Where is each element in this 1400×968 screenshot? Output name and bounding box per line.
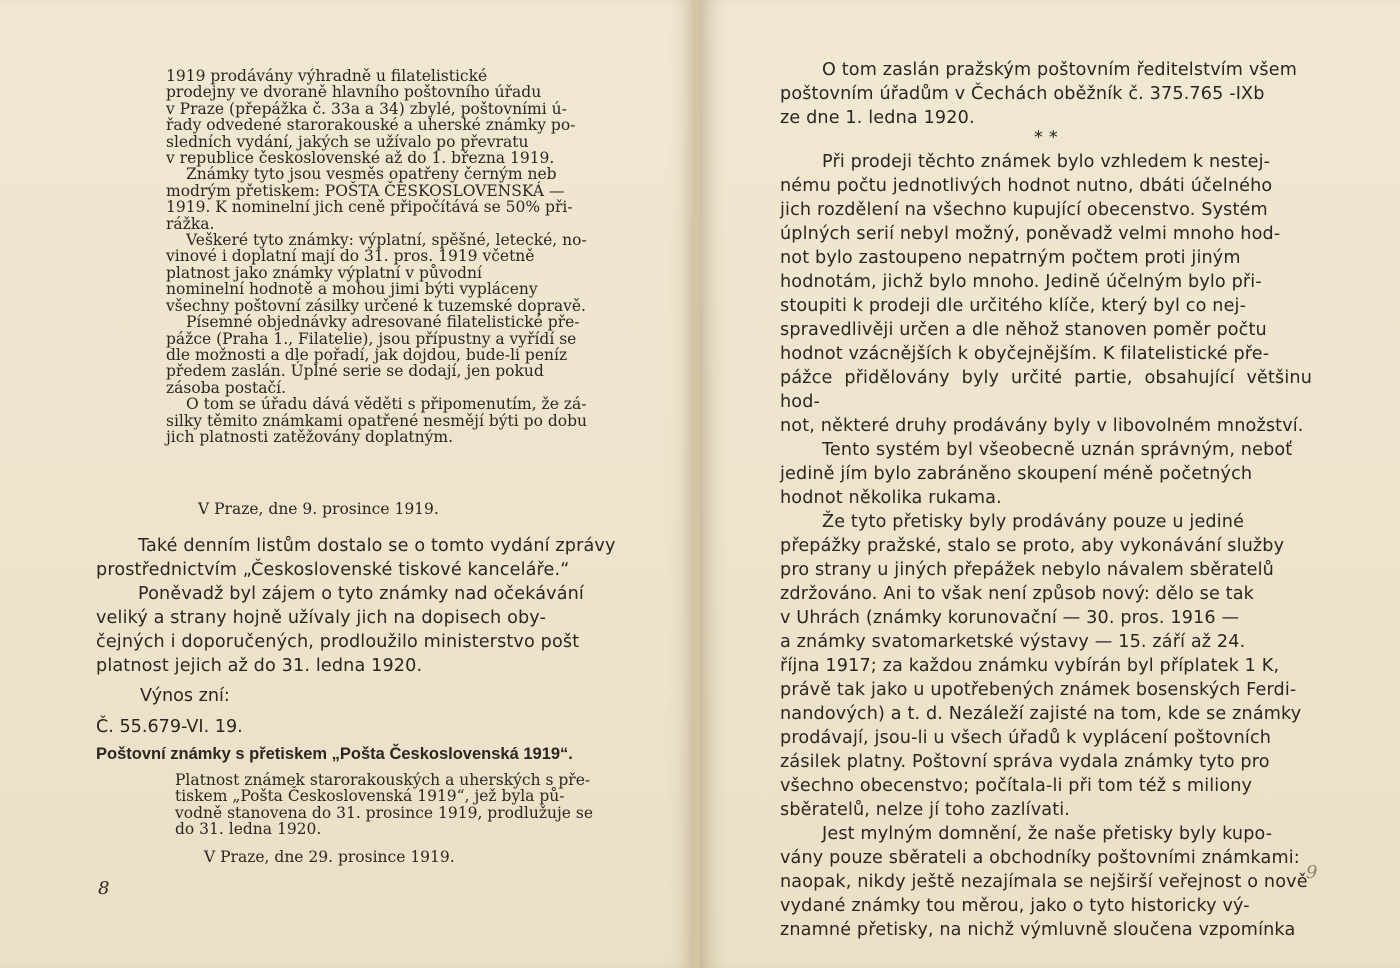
decree-text	[175, 772, 623, 838]
decree-intro: Výnos zní:	[140, 686, 230, 706]
paragraph-distribution: Při prodeji těchto známek bylo vzhledem k nestej- nému počtu jednotlivých hodnot nutno, dbáti účelného jich rozdělení na všechno kupující obecenstvo. Systém úplných serií nebyl možný, poněvadž velmi mnoho hod- not bylo zastoupeno nepatrným počtem proti jiným hodnotám, jichž bylo mnoho. Jedině účelným bylo při- stoupiti k prodeji dle určitého klíče, který byl co nej- spravedlivěji určen a dle něhož stanoven poměr počtu hodnot vzácnějších k obyčejnějším. K filatelistické pře- pážce přidělovány byly určité partie, obsahující většinu hod- not, některé druhy prodávány byly v libovolném množství.	[780, 152, 1312, 436]
paragraph-notice: O tom se úřadu dává věděti s připomenutím, že zá- silky těmito známkami opatřené nesmějí býti po dobu jich platnosti zatěžovány doplatným.	[166, 395, 587, 446]
paragraph-extension: Poněvadž byl zájem o tyto známky nad očekávání veliký a strany hojně užívaly jich na dopisech oby- čejných i doporučených, prodloužilo ministerstvo pošt platnost jejich až do 31. ledna 1920.	[96, 584, 584, 676]
left-main-text	[96, 534, 622, 678]
right-main-text	[780, 58, 1312, 942]
paragraph-sale-info: 1919 prodávány výhradně u filatelistické prodejny ve dvoraně hlavního poštovního úřadu v Praze (přepážka č. 33a a 34) zbylé, poštovními ú- řady odvedené starorakouské a uherské známky po- sledních vydání, jakých se užívalo po převratu v republice československé až do 1. března 1919.	[166, 67, 576, 168]
paragraph-decree: Platnost známek starorakouských a uherských s pře- tiskem „Pošta Československá 1919“, jež byla pů- vodně stanovena do 31. prosince 1919, prodlužuje se do 31. ledna 1920.	[175, 771, 594, 839]
paragraph-overprint: Známky tyto jsou vesměs opatřeny černým neb modrým přetiskem: POŠTA ČESKOSLOVENSKÁ — 1919. K nominelní jich ceně připočítává se 50% při- rážka.	[166, 165, 573, 233]
asterism: * *	[1034, 128, 1058, 148]
decree-heading: Poštovní známky s přetiskem „Pošta Československá 1919“.	[96, 745, 573, 763]
paragraph-circular: O tom zaslán pražským poštovním ředitelstvím všem poštovním úřadům v Čechách oběžník č. 375.765 -IXb ze dne 1. ledna 1920.	[780, 60, 1297, 128]
right-page	[700, 0, 1400, 968]
paragraph-system: Tento systém byl všeobecně uznán správným, neboť jedině jím bylo zabráněno skoupení méně početných hodnot několika rukama.	[780, 440, 1293, 508]
paragraph-validity: Veškeré tyto známky: výplatní, spěšné, letecké, no- vinové i doplatní mají do 31. pros. 1919 včetně platnost jako známky výplatní v původní nominelní hodnotě a mohou jimi býti vypláceny všechny poštovní zásilky určené k tuzemské dopravě.	[166, 231, 587, 315]
left-small-text-block	[166, 68, 622, 445]
date-line-2: V Praze, dne 29. prosince 1919.	[204, 848, 455, 866]
page-number-left: 8	[98, 878, 110, 899]
paragraph-public-interest: Jest mylným domnění, že naše přetisky byly kupo- vány pouze sběrateli a obchodníky poštovními známkami: naopak, nikdy ještě nezajímala se nejširší veřejnost o nově vydané známky tou měrou, jako o tyto historicky vý- znamné přetisky, na nichž výmluvně sloučena vzpomínka	[780, 824, 1308, 940]
paragraph-single-counter: Že tyto přetisky byly prodávány pouze u jediné přepážky pražské, stalo se proto, aby vykonávání služby pro strany u jiných přepážek nebylo návalem sběratelů zdržováno. Ani to však není způsob nový: dělo se tak v Uhrách (známky korunovační — 30. pros. 1916 — a známky svatomarketské výstavy — 15. září až 24. října 1917; za každou známku vybírán byl příplatek 1 K, právě tak jako u upotřebených známek bosenských Ferdi- nandových) a t. d. Nezáleží zajisté na tom, kde se známky prodávají, jsou-li u všech úřadů k vyplácení poštovních zásilek platny. Poštovní správa vydala známky tyto pro všechno obecenstvo; počítala-li při tom též s miliony sběratelů, nelze jí toho zazlívati.	[780, 512, 1302, 820]
date-line-1: V Praze, dne 9. prosince 1919.	[198, 500, 439, 518]
decree-number: Č. 55.679-VI. 19.	[96, 717, 243, 737]
paragraph-press-info: Také denním listům dostalo se o tomto vydání zprávy prostřednictvím „Československé tiskové kanceláře.“	[96, 536, 616, 580]
paragraph-orders: Písemné objednávky adresované filatelistické pře- pážce (Praha 1., Filatelie), jsou přípustny a vyřídí se dle možnosti a dle pořadí, jak dojdou, bude-li peníz předem zaslán. Úplné serie se dodají, jen pokud zásoba postačí.	[166, 313, 580, 397]
page-number-right: 9	[1306, 862, 1318, 883]
left-page	[0, 0, 696, 968]
